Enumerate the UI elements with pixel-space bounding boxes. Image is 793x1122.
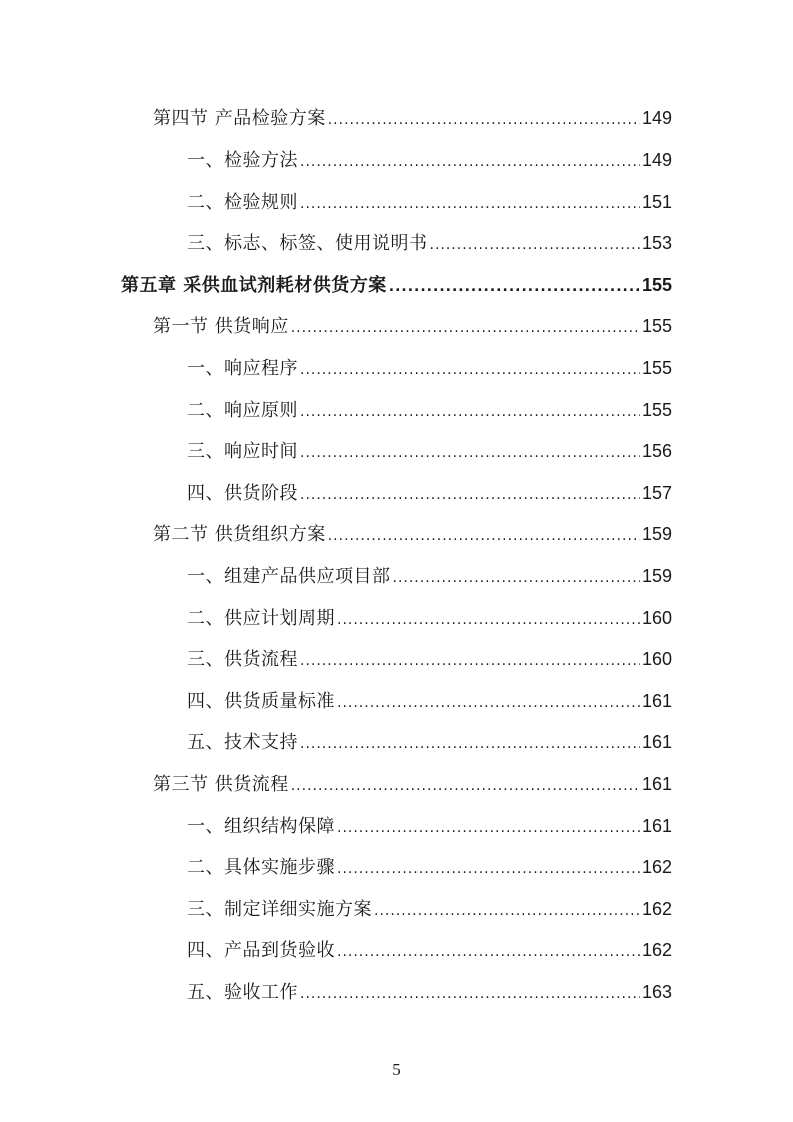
toc-entry-page: 160 (641, 608, 672, 628)
toc-entry-title: 五、验收工作 (187, 982, 298, 1003)
toc-entry[interactable] (187, 439, 672, 465)
toc-leader-dots (291, 316, 640, 340)
toc-entry[interactable] (187, 938, 672, 964)
toc-entry[interactable] (187, 398, 672, 424)
toc-leader-dots (300, 192, 640, 216)
toc-entry-page: 162 (641, 899, 672, 919)
toc-entry-title: 一、检验方法 (187, 150, 298, 171)
toc-leader-dots (300, 358, 640, 382)
toc-leader-dots (430, 233, 640, 257)
toc-entry-title: 四、供货阶段 (187, 483, 298, 504)
toc-entry-title: 三、响应时间 (187, 441, 298, 462)
toc-entry-page: 149 (641, 150, 672, 170)
toc-entry-page: 149 (641, 108, 672, 128)
toc-chapter-entry[interactable] (121, 273, 672, 299)
toc-entry-title: 第四节 产品检验方案 (153, 108, 326, 129)
toc-entry[interactable] (187, 855, 672, 881)
toc-entry[interactable] (187, 606, 672, 632)
toc-entry-page: 162 (641, 940, 672, 960)
toc-entry-title: 三、标志、标签、使用说明书 (187, 233, 428, 254)
toc-entry-page: 161 (641, 732, 672, 752)
toc-entry[interactable] (187, 730, 672, 756)
page-number: 5 (392, 1060, 401, 1079)
toc-entry-title: 第二节 供货组织方案 (153, 524, 326, 545)
toc-leader-dots (337, 857, 640, 881)
toc-leader-dots (300, 649, 640, 673)
toc-entry[interactable] (187, 190, 672, 216)
toc-entry[interactable] (153, 106, 672, 132)
toc-entry-title: 四、供货质量标准 (187, 691, 335, 712)
toc-leader-dots (300, 483, 640, 507)
toc-entry[interactable] (187, 356, 672, 382)
toc-entry[interactable] (187, 148, 672, 174)
toc-leader-dots (374, 899, 640, 923)
toc-entry-title: 五、技术支持 (187, 732, 298, 753)
toc-entry-page: 156 (641, 441, 672, 461)
toc-entry-title: 二、供应计划周期 (187, 608, 335, 629)
toc-entry-page: 153 (641, 233, 672, 253)
toc-leader-dots (328, 524, 640, 548)
toc-entry[interactable] (187, 564, 672, 590)
toc-entry-page: 162 (641, 857, 672, 877)
toc-entry-title: 一、组织结构保障 (187, 816, 335, 837)
toc-entry-title: 四、产品到货验收 (187, 940, 335, 961)
toc-leader-dots (300, 400, 640, 424)
toc-entry-page: 159 (641, 524, 672, 544)
toc-entry-page: 155 (641, 358, 672, 378)
toc-entry[interactable] (187, 647, 672, 673)
toc-leader-dots (393, 566, 640, 590)
toc-entry[interactable] (187, 814, 672, 840)
toc-entry-page: 157 (641, 483, 672, 503)
toc-entry-page: 161 (641, 774, 672, 794)
toc-entry-title: 一、组建产品供应项目部 (187, 566, 391, 587)
toc-entry[interactable] (153, 772, 672, 798)
toc-entry-page: 155 (641, 316, 672, 336)
toc-entry[interactable] (187, 897, 672, 923)
toc-leader-dots (300, 150, 640, 174)
toc-entry-page: 155 (641, 275, 672, 295)
toc-entry-page: 155 (641, 400, 672, 420)
toc-entry-page: 160 (641, 649, 672, 669)
toc-leader-dots (337, 940, 640, 964)
toc-entry-title: 二、具体实施步骤 (187, 857, 335, 878)
toc-entry-title: 一、响应程序 (187, 358, 298, 379)
toc-entry[interactable] (187, 980, 672, 1006)
toc-entry-page: 161 (641, 691, 672, 711)
toc-entry-title: 第三节 供货流程 (153, 774, 289, 795)
toc-leader-dots (300, 441, 640, 465)
toc-entry-page: 159 (641, 566, 672, 586)
toc-entry-page: 163 (641, 982, 672, 1002)
toc-leader-dots (389, 275, 640, 299)
toc-entry[interactable] (187, 481, 672, 507)
toc-entry-page: 151 (641, 192, 672, 212)
toc-entry-title: 第五章 采供血试剂耗材供货方案 (121, 275, 387, 296)
toc-entry[interactable] (153, 314, 672, 340)
toc-leader-dots (291, 774, 640, 798)
toc-leader-dots (337, 816, 640, 840)
toc-leader-dots (337, 691, 640, 715)
toc-entry-title: 三、供货流程 (187, 649, 298, 670)
toc-entry[interactable] (153, 522, 672, 548)
toc-entry-title: 第一节 供货响应 (153, 316, 289, 337)
toc-entry-title: 二、响应原则 (187, 400, 298, 421)
toc-entry-title: 二、检验规则 (187, 192, 298, 213)
toc-entry-page: 161 (641, 816, 672, 836)
toc-entry[interactable] (187, 231, 672, 257)
toc-entry-title: 三、制定详细实施方案 (187, 899, 372, 920)
toc-entry[interactable] (187, 689, 672, 715)
toc-leader-dots (337, 608, 640, 632)
toc-leader-dots (300, 982, 640, 1006)
toc-leader-dots (300, 732, 640, 756)
toc-leader-dots (328, 108, 640, 132)
